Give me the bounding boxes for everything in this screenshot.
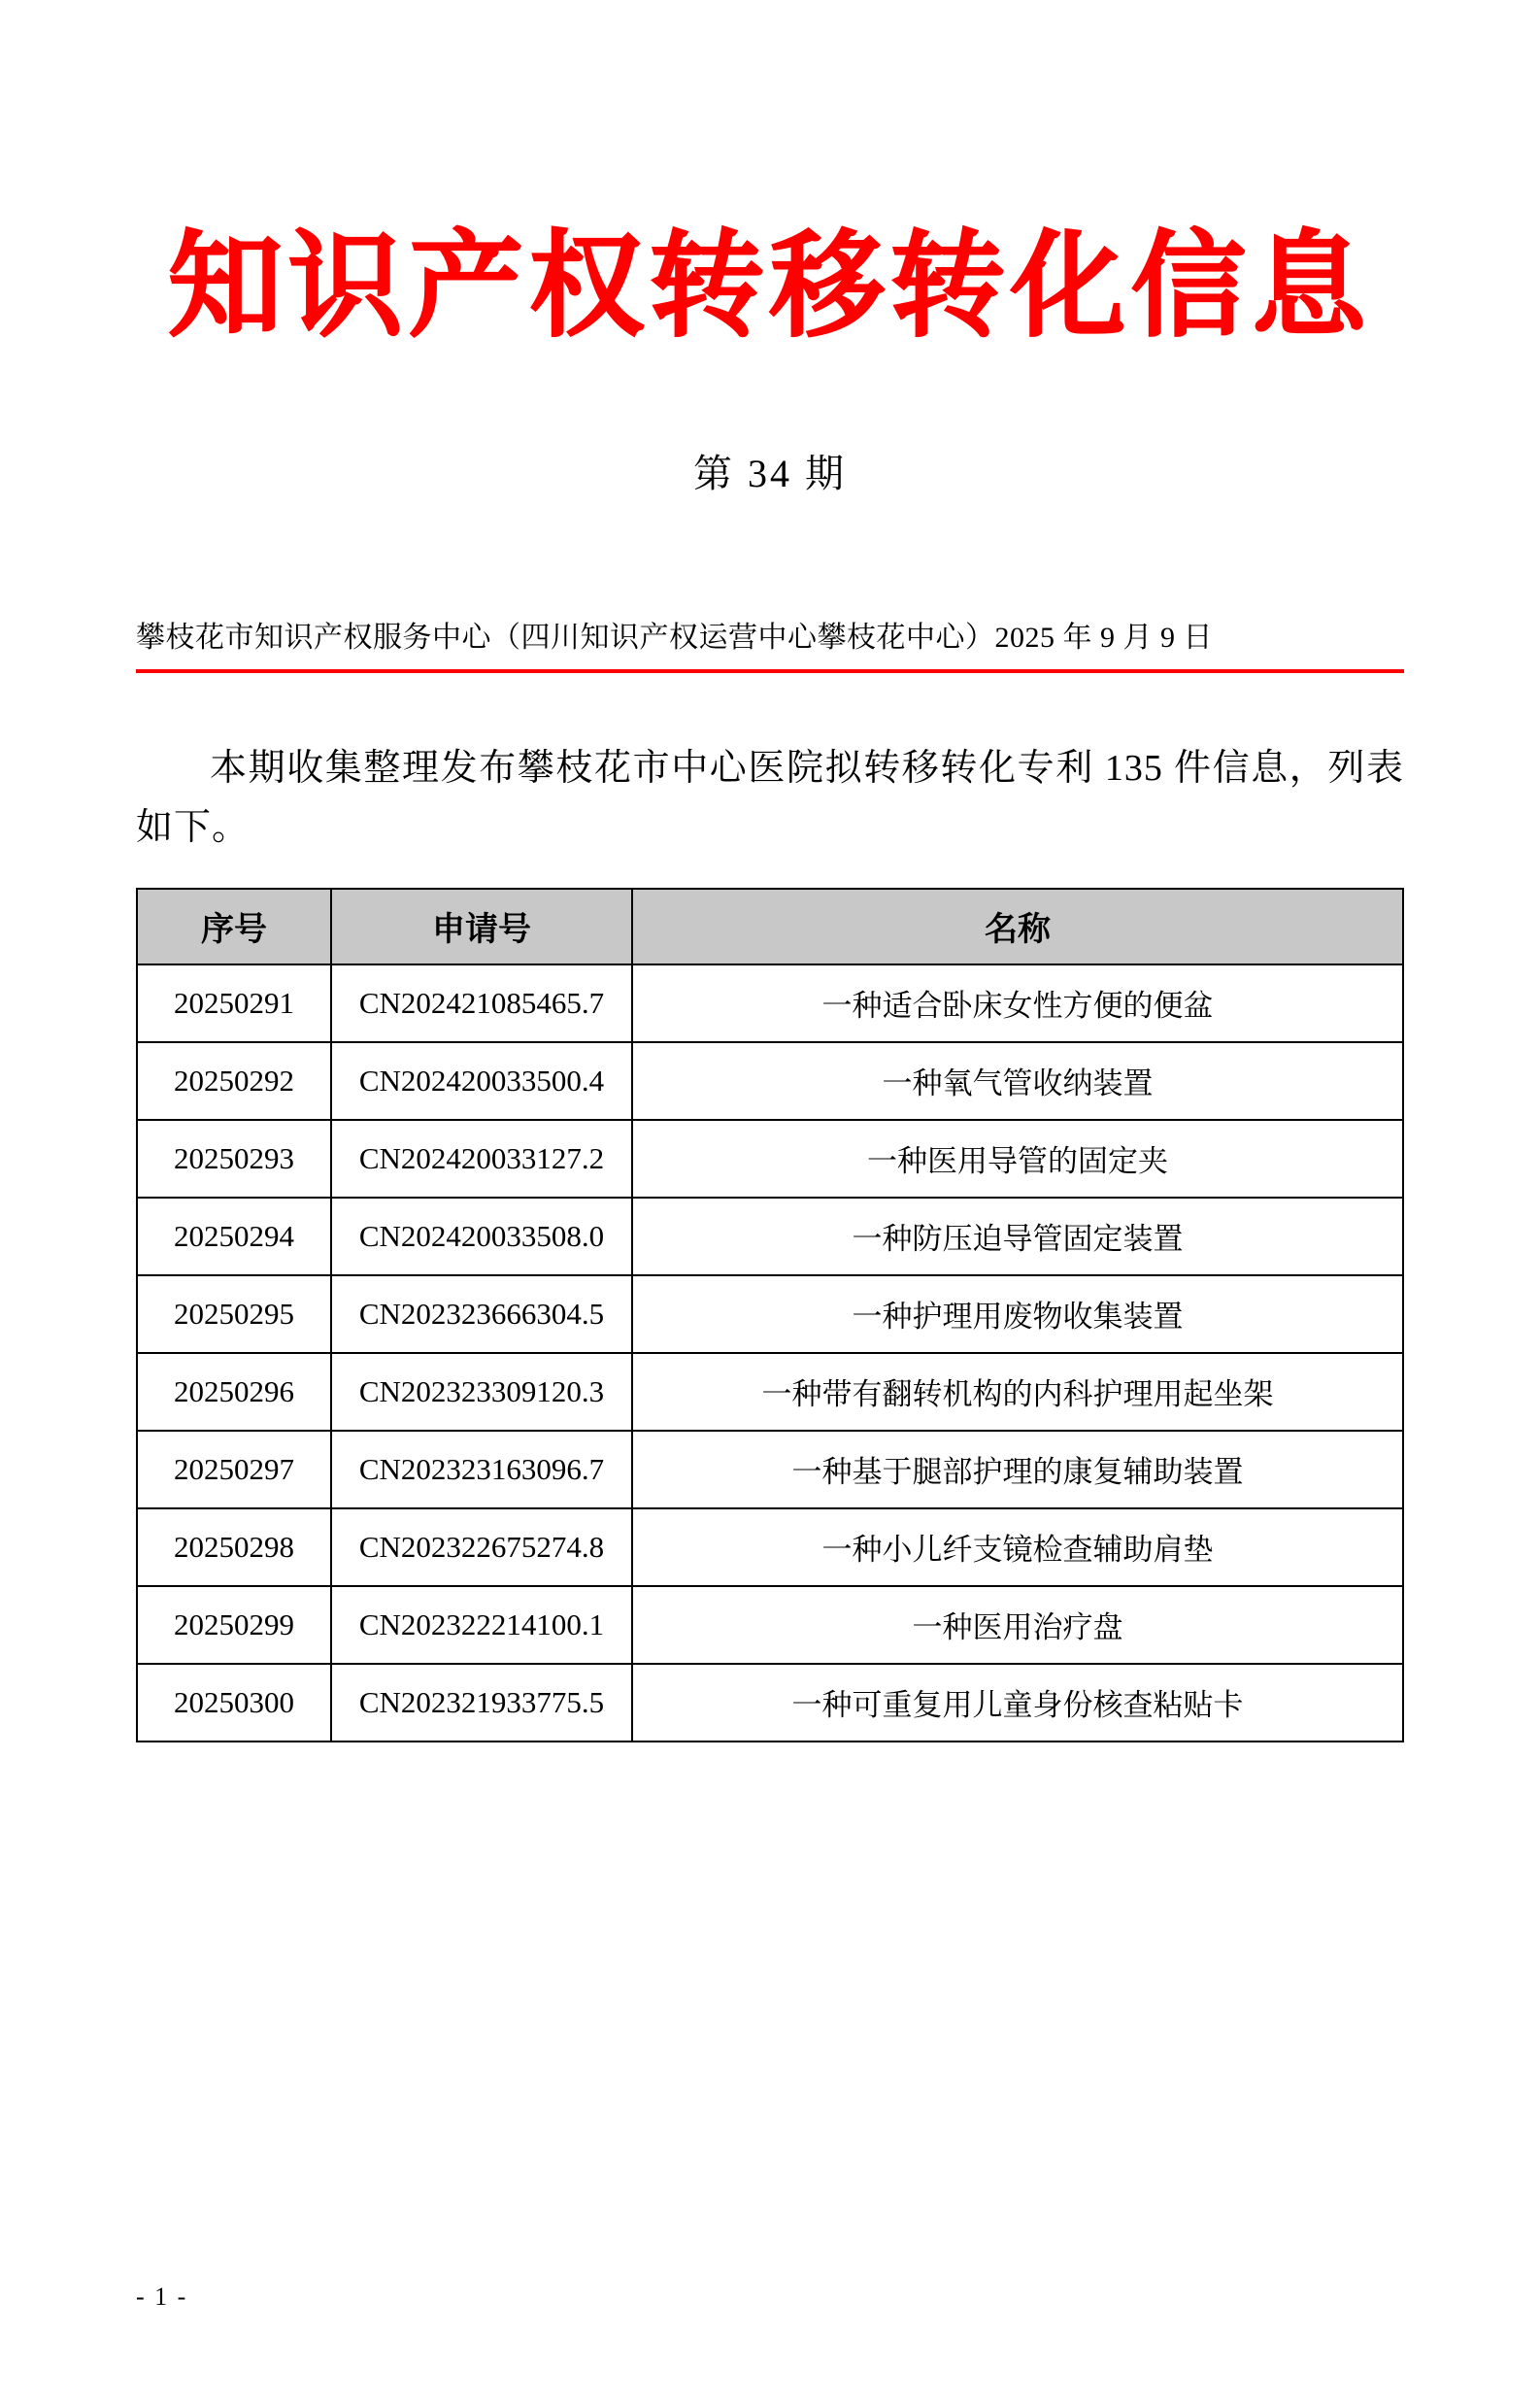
cell-application-number: CN202322675274.8 [331,1508,632,1586]
cell-application-number: CN202323163096.7 [331,1431,632,1508]
table-row [137,1275,1403,1353]
cell-seq: 20250291 [137,964,331,1042]
issue-number: 第 34 期 [693,451,847,495]
table-row [137,1431,1403,1508]
patent-table [136,888,1404,1742]
issuer-line: 攀枝花市知识产权服务中心（四川知识产权运营中心攀枝花中心）2025 年 9 月 9 日 [136,621,1213,654]
cell-name: 一种氧气管收纳装置 [632,1042,1403,1120]
cell-name: 一种可重复用儿童身份核查粘贴卡 [632,1664,1403,1742]
intro-paragraph: 本期收集整理发布攀枝花市中心医院拟转移转化专利 135 件信息，列表如下。 [136,747,1404,849]
column-header-application-number: 申请号 [331,889,632,964]
cell-name: 一种适合卧床女性方便的便盆 [632,964,1403,1042]
cell-application-number: CN202420033500.4 [331,1042,632,1120]
column-header-seq: 序号 [137,889,331,964]
table-row [137,964,1403,1042]
cell-name: 一种基于腿部护理的康复辅助装置 [632,1431,1403,1508]
page-number: - 1 - [136,2283,188,2311]
cell-application-number: CN202321933775.5 [331,1664,632,1742]
cell-name: 一种小儿纤支镜检查辅助肩垫 [632,1508,1403,1586]
table-row [137,1042,1403,1120]
cell-application-number: CN202323309120.3 [331,1353,632,1431]
cell-application-number: CN202420033127.2 [331,1120,632,1198]
cell-name: 一种医用导管的固定夹 [632,1120,1403,1198]
column-header-name: 名称 [632,889,1403,964]
cell-seq: 20250297 [137,1431,331,1508]
cell-name: 一种带有翻转机构的内科护理用起坐架 [632,1353,1403,1431]
cell-name: 一种防压迫导管固定装置 [632,1198,1403,1275]
cell-application-number: CN202420033508.0 [331,1198,632,1275]
document-page [0,221,1540,2401]
cell-application-number: CN202323666304.5 [331,1275,632,1353]
cell-seq: 20250293 [137,1120,331,1198]
table-row [137,1353,1403,1431]
cell-seq: 20250298 [137,1508,331,1586]
cell-seq: 20250295 [137,1275,331,1353]
table-row [137,1198,1403,1275]
cell-name: 一种医用治疗盘 [632,1586,1403,1664]
cell-name: 一种护理用废物收集装置 [632,1275,1403,1353]
page-title: 知识产权转移转化信息 [167,223,1372,351]
cell-seq: 20250296 [137,1353,331,1431]
table-row [137,1508,1403,1586]
cell-application-number: CN202421085465.7 [331,964,632,1042]
issuer-block [136,613,1404,673]
cell-seq: 20250292 [137,1042,331,1120]
cell-seq: 20250299 [137,1586,331,1664]
table-row [137,1120,1403,1198]
cell-seq: 20250300 [137,1664,331,1742]
table-row [137,1664,1403,1742]
table-header-row [137,889,1403,964]
table-row [137,1586,1403,1664]
cell-seq: 20250294 [137,1198,331,1275]
cell-application-number: CN202322214100.1 [331,1586,632,1664]
